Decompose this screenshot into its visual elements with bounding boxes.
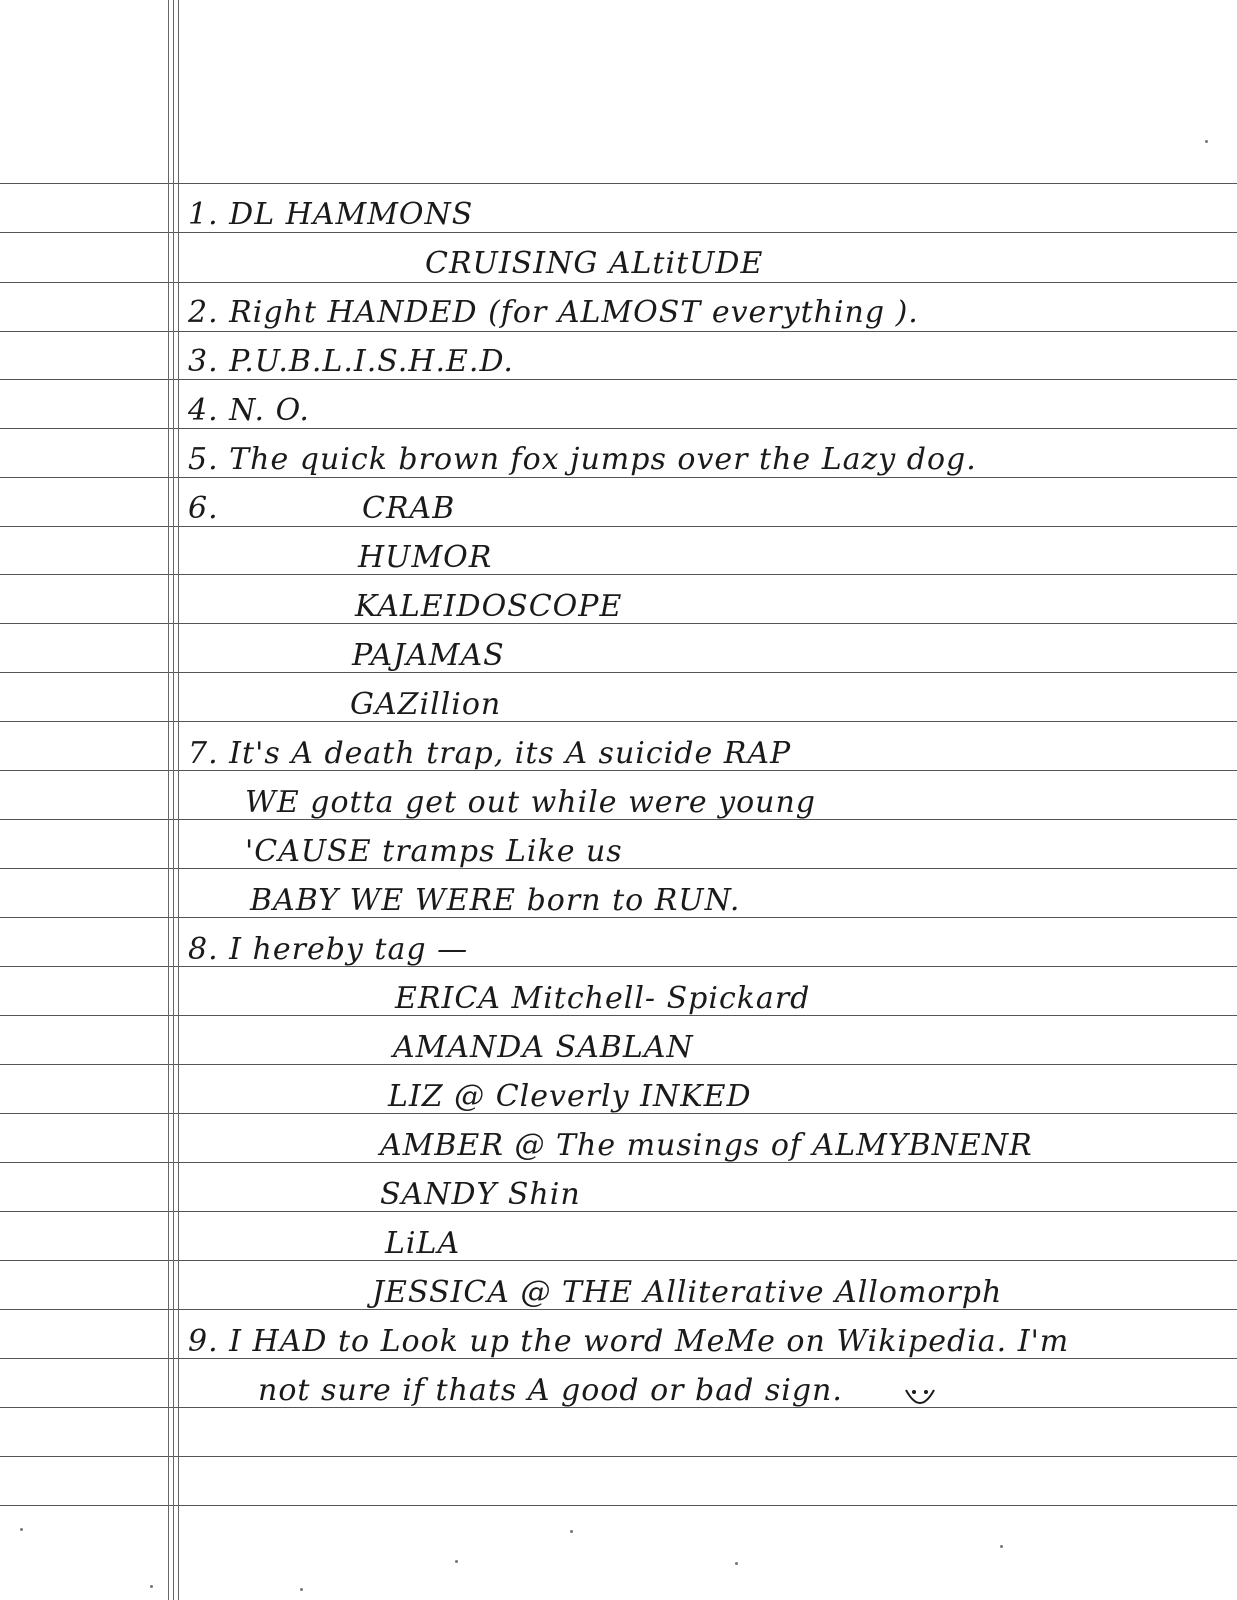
ruled-line bbox=[0, 1211, 1237, 1212]
ruled-line bbox=[0, 1505, 1237, 1506]
item-1-blog: CRUISING ALtitUDE bbox=[425, 246, 764, 281]
tagged-person: SANDY Shin bbox=[380, 1177, 581, 1212]
item-7-lyric: 'CAUSE tramps Like us bbox=[245, 834, 623, 869]
ruled-line bbox=[0, 721, 1237, 722]
item-1-name: 1. DL HAMMONS bbox=[188, 197, 474, 232]
item-2: 2. Right HANDED (for ALMOST everything ). bbox=[188, 295, 919, 330]
scan-speck bbox=[300, 1588, 303, 1591]
ruled-line bbox=[0, 183, 1237, 184]
item-6-word: GAZillion bbox=[350, 687, 502, 722]
ruled-line bbox=[0, 428, 1237, 429]
ruled-line bbox=[0, 526, 1237, 527]
tagged-person: AMBER @ The musings of ALMYBNENR bbox=[380, 1128, 1033, 1163]
item-8: 8. I hereby tag — bbox=[188, 932, 469, 967]
scan-speck bbox=[570, 1530, 573, 1533]
tagged-person: ERICA Mitchell- Spickard bbox=[395, 981, 811, 1016]
scan-speck bbox=[1000, 1545, 1003, 1548]
ruled-line bbox=[0, 232, 1237, 233]
tagged-person: LIZ @ Cleverly INKED bbox=[388, 1079, 752, 1114]
ruled-line bbox=[0, 282, 1237, 283]
smiley-face-icon bbox=[900, 1380, 940, 1416]
scan-speck bbox=[735, 1562, 738, 1565]
item-6-word: PAJAMAS bbox=[352, 638, 505, 673]
margin-line bbox=[178, 0, 179, 1600]
item-7-lyric: BABY WE WERE born to RUN. bbox=[250, 883, 741, 918]
item-7-lyric: 7. It's A death trap, its A suicide RAP bbox=[188, 736, 792, 771]
ruled-line bbox=[0, 672, 1237, 673]
tagged-person: JESSICA @ THE Alliterative Allomorph bbox=[372, 1275, 1003, 1310]
tagged-person: AMANDA SABLAN bbox=[393, 1030, 694, 1065]
item-6-word: KALEIDOSCOPE bbox=[355, 589, 623, 624]
ruled-line bbox=[0, 1260, 1237, 1261]
scan-speck bbox=[455, 1560, 458, 1563]
item-3: 3. P.U.B.L.I.S.H.E.D. bbox=[188, 344, 514, 379]
margin-line bbox=[168, 0, 169, 1600]
item-6-word: CRAB bbox=[362, 491, 456, 526]
item-7-lyric: WE gotta get out while were young bbox=[245, 785, 816, 820]
item-6-number: 6. bbox=[188, 491, 219, 526]
scan-speck bbox=[150, 1585, 153, 1588]
item-6-word: HUMOR bbox=[358, 540, 493, 575]
ruled-line bbox=[0, 331, 1237, 332]
tagged-person: LiLA bbox=[385, 1226, 461, 1261]
scan-speck bbox=[1205, 140, 1208, 143]
ruled-line bbox=[0, 379, 1237, 380]
item-4: 4. N. O. bbox=[188, 393, 310, 428]
ruled-line bbox=[0, 574, 1237, 575]
ruled-line bbox=[0, 1456, 1237, 1457]
scan-speck bbox=[20, 1528, 23, 1531]
margin-line bbox=[173, 0, 174, 1600]
item-9-continued: not sure if thats A good or bad sign. bbox=[258, 1373, 843, 1408]
ruled-line bbox=[0, 966, 1237, 967]
item-9: 9. I HAD to Look up the word MeMe on Wikipedia. I'm bbox=[188, 1324, 1070, 1359]
item-5: 5. The quick brown fox jumps over the Lazy dog. bbox=[188, 442, 977, 477]
